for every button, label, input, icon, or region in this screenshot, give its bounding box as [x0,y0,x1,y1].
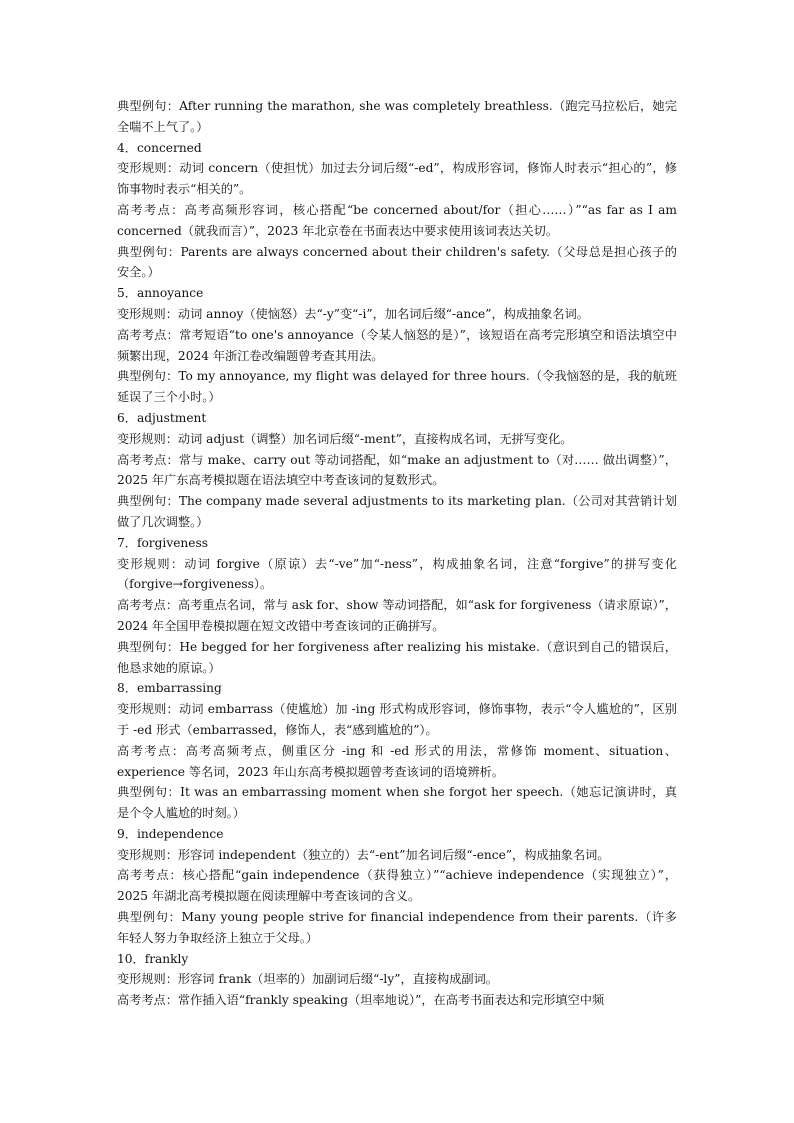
paragraph: 高考考点：高考高频考点，侧重区分 -ing 和 -ed 形式的用法，常修饰 moment、situation、experience 等名词，2023 年山东高考模拟题曾考查该词的语境辨析。 [117,743,677,779]
word-heading: 10．frankly [117,951,189,966]
paragraph: 变形规则：动词 embarrass（使尴尬）加 -ing 形式构成形容词，修饰事物，表示“令人尴尬的”，区别于 -ed 形式（embarrassed，修饰人，表“感到尴尬的”）。 [117,702,677,737]
paragraph: 高考考点：常作插入语“frankly speaking（坦率地说）”，在高考书面表达和完形填空中频 [117,993,605,1008]
paragraph: 变形规则：形容词 independent（独立的）去“-ent”加名词后缀“-ence”，构成抽象名词。 [117,847,610,862]
paragraph: 变形规则：动词 annoy（使恼怒）去“-y”变“-i”，加名词后缀“-ance”，构成抽象名词。 [117,306,589,321]
paragraph: 变形规则：形容词 frank（坦率的）加副词后缀“-ly”，直接构成副词。 [117,972,498,987]
document-body [117,96,677,1011]
paragraph: 变形规则：动词 concern（使担忧）加过去分词后缀“-ed”，构成形容词，修饰人时表示“担心的”，修饰事物时表示“相关的”。 [117,161,677,197]
paragraph: 典型例句：He begged for her forgiveness after realizing his mistake.（意识到自己的错误后，他恳求她的原谅。） [117,639,677,675]
paragraph: 典型例句：Parents are always concerned about their children's safety.（父母总是担心孩子的安全。） [117,244,677,280]
paragraph: 高考考点：高考重点名词，常与 ask for、show 等动词搭配，如“ask for forgiveness（请求原谅）”，2024 年全国甲卷模拟题在短文改错中考查该词的正确拼写。 [117,598,677,633]
paragraph: 高考考点：常与 make、carry out 等动词搭配，如“make an adjustment to（对…… 做出调整）”，2025 年广东高考模拟题在语法填空中考查该词的复数形式。 [117,452,677,488]
paragraph: 高考考点：高考高频形容词，核心搭配“be concerned about/for（担心……）”“as far as I am concerned（就我而言）”，2023 年北京卷在书面表达中要求使用该词表达关切。 [117,202,677,238]
paragraph: 典型例句：Many young people strive for financial independence from their parents.（许多年轻人努力争取经济上独立于父母。） [117,910,677,945]
word-heading: 6．adjustment [117,410,207,425]
paragraph: 典型例句：It was an embarrassing moment when she forgot her speech.（她忘记演讲时，真是个令人尴尬的时刻。） [117,785,677,821]
word-heading: 9．independence [117,826,224,841]
paragraph: 典型例句：After running the marathon, she was completely breathless.（跑完马拉松后，她完全喘不上气了。） [117,99,677,134]
word-heading: 8．embarrassing [117,681,222,696]
paragraph: 典型例句：To my annoyance, my flight was delayed for three hours.（令我恼怒的是，我的航班延误了三个小时。） [117,369,677,405]
paragraph: 高考考点：常考短语“to one's annoyance（令某人恼怒的是）”，该短语在高考完形填空和语法填空中频繁出现，2024 年浙江卷改编题曾考查其用法。 [117,327,677,363]
paragraph: 典型例句：The company made several adjustments to its marketing plan.（公司对其营销计划做了几次调整。） [117,494,677,529]
paragraph: 变形规则：动词 adjust（调整）加名词后缀“-ment”，直接构成名词，无拼写变化。 [117,431,573,446]
paragraph: 高考考点：核心搭配“gain independence（获得独立）”“achieve independence（实现独立）”，2025 年湖北高考模拟题在阅读理解中考查该词的含义。 [117,868,677,904]
word-heading: 5．annoyance [117,286,204,301]
paragraph: 变形规则：动词 forgive（原谅）去“-ve”加“-ness”，构成抽象名词，注意“forgive”的拼写变化（forgive→forgiveness）。 [117,556,677,592]
word-heading: 7．forgiveness [117,535,208,550]
word-heading: 4．concerned [117,140,202,155]
